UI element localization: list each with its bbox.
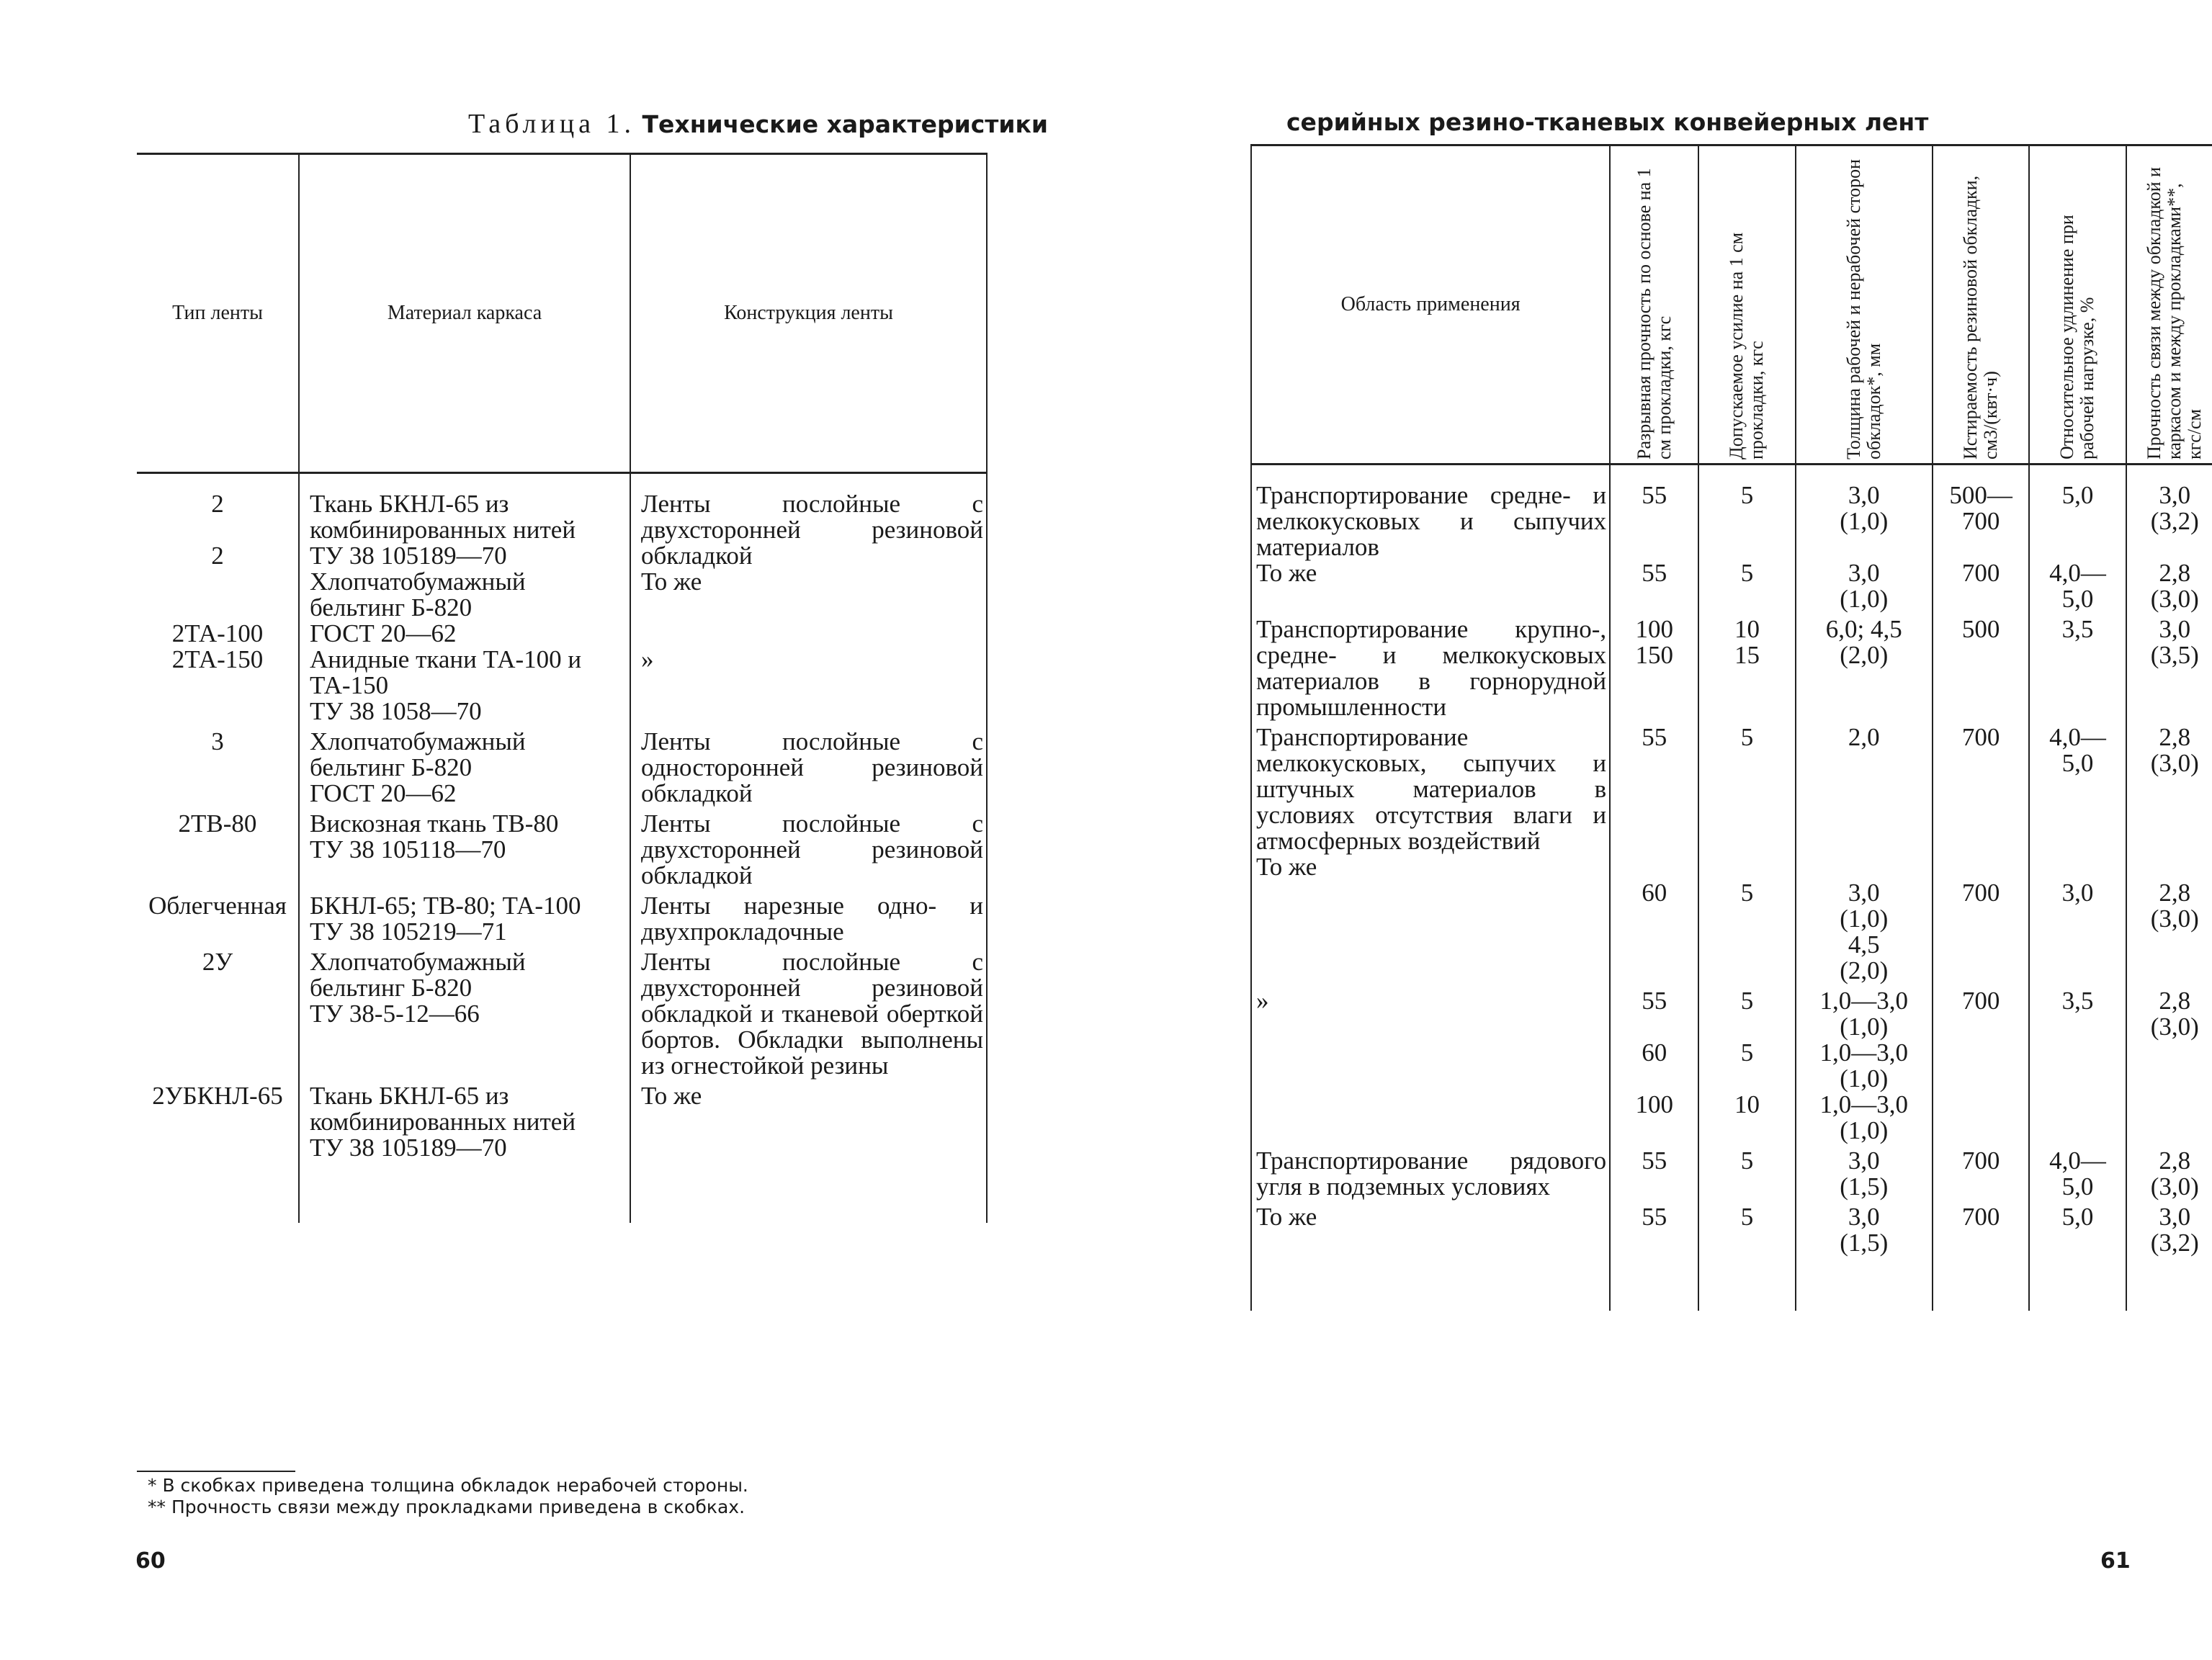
cell-elongation: 4,0— 5,0: [2029, 1144, 2126, 1200]
table-row: [1251, 612, 2212, 720]
cell-adhesion: 3,0 (3,2) 2,8 (3,0): [2126, 465, 2212, 613]
caption-label: Таблица 1.: [468, 109, 636, 139]
right-table: [1250, 144, 2212, 1311]
filler-cell: [1933, 1256, 2029, 1311]
cell-construction: Ленты послойные с двухсторонней резиновой обкладкой: [630, 807, 987, 889]
cell-strength: 55 55: [1610, 465, 1698, 613]
filler-cell: [1251, 1256, 1610, 1311]
cell-adhesion: 3,0 (3,5): [2126, 612, 2212, 720]
header-area: Область применения: [1251, 145, 1610, 465]
footnote-1: * В скобках приведена толщина обкладок нерабочей стороны.: [148, 1475, 748, 1496]
cell-thickness: 6,0; 4,5 (2,0): [1796, 612, 1933, 720]
cell-area: »: [1251, 984, 1610, 1144]
table-row: [137, 807, 987, 889]
right-table-body: [1251, 465, 2212, 1311]
cell-thickness: 3,0 (1,5): [1796, 1144, 1933, 1200]
header-strength-text: Разрывная прочность по основе на 1 см прокладки, кгс: [1633, 168, 1675, 459]
cell-strength: 55: [1610, 1200, 1698, 1256]
cell-abrasion: 700: [1933, 984, 2029, 1144]
page-number-right: 61: [2100, 1548, 2131, 1574]
table-filler-row: [1251, 1256, 2212, 1311]
header-elongation: [2029, 145, 2126, 465]
header-abrasion-text: Истираемость резиновой обкладки, см3/(квт·ч): [1960, 175, 2002, 459]
table-row: [1251, 1200, 2212, 1256]
cell-thickness: 3,0 (1,0) 3,0 (1,0): [1796, 465, 1933, 613]
cell-thickness: 1,0—3,0 (1,0) 1,0—3,0 (1,0) 1,0—3,0 (1,0): [1796, 984, 1933, 1144]
cell-material: Ткань БКНЛ-65 из комбинированных нитей ТУ 38 105189—70 Хлопчатобумажный бельтинг Б-820 ГОСТ 20—62 Анидные ткани ТА-100 и ТА-150 ТУ 38 1058—70: [299, 473, 630, 725]
cell-area: Транспортирование мелкокусковых, сыпучих и штучных материалов в условиях отсутствия влаги и атмосферных воздействий То же: [1251, 720, 1610, 984]
filler-cell: [1796, 1256, 1933, 1311]
cell-force: 5 5: [1698, 720, 1795, 984]
cell-construction: Ленты послойные с двухсторонней резиновой обкладкой и тканевой оберткой бортов. Обкладки выполнены из огнестойкой резины: [630, 945, 987, 1079]
cell-abrasion: 700: [1933, 1200, 2029, 1256]
filler-cell: [2029, 1256, 2126, 1311]
table-header-row: [1251, 145, 2212, 465]
cell-elongation: 5,0: [2029, 1200, 2126, 1256]
table-row: [137, 473, 987, 725]
cell-material: БКНЛ-65; ТВ-80; ТА-100 ТУ 38 105219—71: [299, 889, 630, 945]
cell-type: 2У: [202, 948, 233, 976]
cell-force: 5: [1698, 1200, 1795, 1256]
table-header-row: [137, 154, 987, 473]
cell-material: Ткань БКНЛ-65 из комбинированных нитей ТУ 38 105189—70: [299, 1079, 630, 1161]
cell-abrasion: 700: [1933, 1144, 2029, 1200]
cell-strength: 55: [1610, 1144, 1698, 1200]
header-force: [1698, 145, 1795, 465]
caption-title: Технические характеристики: [642, 110, 1049, 138]
cell-elongation: 5,0 4,0— 5,0: [2029, 465, 2126, 613]
filler-cell: [1610, 1256, 1698, 1311]
cell-abrasion: 500— 700 700: [1933, 465, 2029, 613]
header-thickness: [1796, 145, 1933, 465]
table-row: [137, 724, 987, 807]
filler-cell: [299, 1161, 630, 1223]
footnote-rule: [137, 1471, 295, 1472]
left-table-wrapper: [137, 153, 987, 1463]
filler-cell: [137, 1161, 299, 1223]
table-row: [1251, 465, 2212, 613]
table-row: [1251, 720, 2212, 984]
header-strength: [1610, 145, 1698, 465]
cell-area: Транспортирование крупно-, средне- и мелкокусковых материалов в горнорудной промышленности: [1251, 612, 1610, 720]
cell-type: 2ТВ-80: [178, 809, 257, 838]
cell-abrasion: 700 700: [1933, 720, 2029, 984]
right-page: [1106, 0, 2212, 1660]
cell-construction: Ленты послойные с односторонней резиновой обкладкой: [630, 724, 987, 807]
cell-material: Хлопчатобумажный бельтинг Б-820 ГОСТ 20—62: [299, 724, 630, 807]
page-number-left: 60: [135, 1548, 166, 1574]
cell-adhesion: 2,8 (3,0): [2126, 1144, 2212, 1200]
filler-cell: [1698, 1256, 1795, 1311]
cell-abrasion: 500: [1933, 612, 2029, 720]
header-adhesion-text: Прочность связи между обкладкой и каркасом и между прокладками**, кгс/см: [2144, 166, 2206, 459]
header-thickness-text: Толщина рабочей и нерабочей сторон обкладок*, мм: [1842, 158, 1884, 459]
table-row: [1251, 984, 2212, 1144]
cell-material: Вискозная ткань ТВ-80 ТУ 38 105118—70: [299, 807, 630, 889]
table-caption-continued: серийных резино-тканевых конвейерных лент: [1286, 108, 1929, 136]
table-row: [137, 1079, 987, 1161]
header-elongation-text: Относительное удлинение при рабочей нагрузке, %: [2056, 215, 2098, 459]
cell-strength: 100 150: [1610, 612, 1698, 720]
cell-construction: Ленты нарезные одно- и двухпрокладочные: [630, 889, 987, 945]
footnote-2: ** Прочность связи между прокладками приведена в скобках.: [148, 1497, 745, 1517]
cell-elongation: 3,5: [2029, 612, 2126, 720]
cell-area: Транспортирование средне- и мелкокусковых и сыпучих материалов То же: [1251, 465, 1610, 613]
cell-construction: То же: [630, 1079, 987, 1161]
cell-type: 2УБКНЛ-65: [152, 1082, 283, 1110]
header-material: Материал каркаса: [299, 154, 630, 473]
cell-type: Облегченная: [148, 892, 287, 920]
filler-cell: [2126, 1256, 2212, 1311]
right-table-wrapper: [1250, 144, 2212, 1448]
table-row: [137, 945, 987, 1079]
cell-construction: Ленты послойные с двухсторонней резиновой обкладкой То же »: [630, 473, 987, 725]
cell-material: Хлопчатобумажный бельтинг Б-820 ТУ 38-5-12—66: [299, 945, 630, 1079]
left-table: [137, 153, 988, 1223]
cell-force: 5 5 10: [1698, 984, 1795, 1144]
header-abrasion: [1933, 145, 2029, 465]
cell-area: Транспортирование рядового угля в подземных условиях: [1251, 1144, 1610, 1200]
cell-thickness: 2,0 3,0 (1,0) 4,5 (2,0): [1796, 720, 1933, 984]
header-construction: Конструкция ленты: [630, 154, 987, 473]
cell-elongation: 3,5: [2029, 984, 2126, 1144]
table-row: [1251, 1144, 2212, 1200]
filler-cell: [630, 1161, 987, 1223]
cell-area: То же: [1251, 1200, 1610, 1256]
cell-adhesion: 2,8 (3,0): [2126, 984, 2212, 1144]
cell-force: 5 5: [1698, 465, 1795, 613]
cell-force: 5: [1698, 1144, 1795, 1200]
cell-type: 2 2 2ТА-100 2ТА-150: [171, 490, 264, 673]
cell-elongation: 4,0— 5,0 3,0: [2029, 720, 2126, 984]
cell-type: 3: [211, 727, 224, 755]
table-row: [137, 889, 987, 945]
cell-strength: 55 60 100: [1610, 984, 1698, 1144]
table-caption: [468, 108, 1048, 140]
cell-strength: 55 60: [1610, 720, 1698, 984]
table-filler-row: [137, 1161, 987, 1223]
cell-force: 10 15: [1698, 612, 1795, 720]
left-table-body: [137, 473, 987, 1224]
cell-adhesion: 2,8 (3,0) 2,8 (3,0): [2126, 720, 2212, 984]
cell-thickness: 3,0 (1,5): [1796, 1200, 1933, 1256]
header-type: Тип ленты: [137, 154, 299, 473]
cell-adhesion: 3,0 (3,2): [2126, 1200, 2212, 1256]
header-force-text: Допускаемое усилие на 1 см прокладки, кгс: [1726, 232, 1768, 459]
header-adhesion: [2126, 145, 2212, 465]
